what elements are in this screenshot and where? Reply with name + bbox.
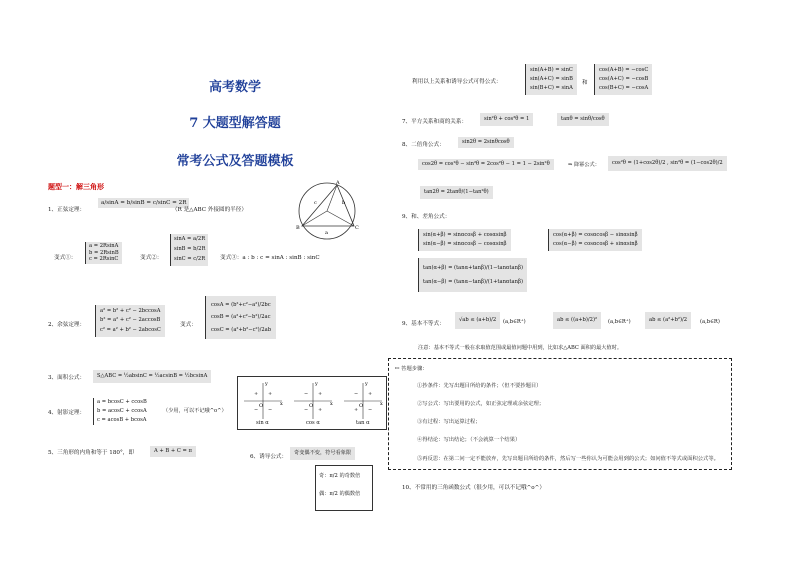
svg-text:+: + xyxy=(318,407,323,413)
svg-text:+: + xyxy=(354,407,359,413)
intro-text: 利用以上关系和诱导公式可得公式： xyxy=(412,79,502,85)
svg-text:+: + xyxy=(368,391,373,397)
diff-sin-line: sin(α−β) = sinαcosβ − cosαsinβ xyxy=(423,240,507,247)
projection-system xyxy=(93,398,147,425)
variant1-line: c = 2RsinC xyxy=(89,256,119,262)
svg-text:−: − xyxy=(304,407,309,413)
area-formula: S△ABC = ½absinC = ½acsinB = ½bcsinA xyxy=(93,370,211,383)
svg-text:−: − xyxy=(254,407,259,413)
cosine-line: a² = b² + c² − 2bccosA xyxy=(100,308,161,314)
svg-text:−: − xyxy=(268,407,273,413)
sign-label-tan: tan α xyxy=(356,420,370,426)
item3-label: 3、面积公式： xyxy=(48,375,86,381)
steps-title xyxy=(395,364,428,372)
steps-icon: ✏ xyxy=(395,366,400,372)
inequality-label: 9、基本不等式： xyxy=(402,321,445,327)
svg-text:y: y xyxy=(265,381,268,387)
diff-cos-line: cos(α−β) = cosαcosβ + sinαsinβ xyxy=(553,240,638,247)
cosine-line: b² = a² + c² − 2accosB xyxy=(100,317,161,324)
svg-text:x: x xyxy=(330,401,333,407)
triangle-in-circle-figure xyxy=(292,180,368,242)
steps-title-text: 答题步骤： xyxy=(401,366,428,372)
step-4: ④得结论：写出结论；（不会就算一个结果） xyxy=(417,437,521,443)
step-1: ①抄条件：先写出题目所给的条件；（但不要抄题目） xyxy=(417,383,542,389)
double-tan: tan2θ = 2tanθ/(1−tan²θ) xyxy=(420,186,493,199)
answer-steps-box xyxy=(388,358,732,470)
step-3: ③有过程：写出运算过程； xyxy=(417,419,481,425)
variant2-line: sinB = b/2R xyxy=(174,245,206,252)
title-2: 7 大题型解答题 xyxy=(189,116,281,131)
odd-even-box xyxy=(315,465,373,511)
item5-text: 5、三角形的内角和等于 180°，即 xyxy=(48,450,134,456)
variant2-line: sinA = a/2R xyxy=(174,236,206,242)
sign-chart-box xyxy=(237,376,387,430)
variant1-label: 变式①： xyxy=(54,255,77,261)
intro-right-line: cos(B+C) = −cosA xyxy=(599,85,649,92)
svg-text:−: − xyxy=(354,391,359,397)
intro-left-line: sin(A+C) = sinB xyxy=(530,76,573,83)
cosine-law-system xyxy=(95,305,165,337)
intro-and: 和 xyxy=(582,80,588,86)
svg-text:+: + xyxy=(268,391,273,397)
svg-text:x: x xyxy=(280,401,283,407)
intro-right-line: cos(A+C) = −cosB xyxy=(599,76,649,83)
intro-left-system xyxy=(525,64,577,95)
power-reduction-label: ⇒ 降幂公式： xyxy=(568,162,600,168)
svg-text:a: a xyxy=(325,230,328,236)
inequality-b-cond: (a,b∈R⁺) xyxy=(608,319,631,325)
projection-note: （少用，可以不记哦^o^） xyxy=(163,408,227,414)
sum-diff-tan xyxy=(418,258,527,292)
sine-law-note: （R 是△ABC 外接圆的半径） xyxy=(172,207,247,213)
variant3: 变式③：a : b : c = sinA : sinB : sinC xyxy=(220,255,320,261)
svg-text:O: O xyxy=(259,403,264,409)
variant2-label: 变式②： xyxy=(140,255,163,261)
title-3: 常考公式及答题模板 xyxy=(176,154,294,169)
step-2: ②写公式：写出要用的公式，如正弦定理或余弦定理； xyxy=(417,401,545,407)
square-relation: sin²θ + cos²θ = 1 xyxy=(480,113,533,126)
item6-label: 6、诱导公式： xyxy=(250,454,288,460)
sum-diff-cos xyxy=(548,229,642,251)
odd-definition: 奇：π/2 的奇数倍 xyxy=(319,473,361,479)
cosine-variant-label: 变式： xyxy=(180,322,197,328)
svg-text:+: + xyxy=(318,391,323,397)
sign-label-sin: sin α xyxy=(256,420,269,426)
cosine-variant-system xyxy=(205,296,276,339)
item1-label: 1、正弦定理： xyxy=(48,207,86,213)
svg-text:B: B xyxy=(296,225,300,231)
item2-label: 2、余弦定理： xyxy=(48,322,86,328)
variant2-line: sinC = c/2R xyxy=(174,255,206,262)
svg-text:y: y xyxy=(315,381,318,387)
variant1-system xyxy=(85,242,122,264)
svg-text:−: − xyxy=(304,391,309,397)
variant2-system xyxy=(170,234,208,266)
double-cos: cos2θ = cos²θ − sin²θ = 2cos²θ − 1 = 1 − 2sin²θ xyxy=(418,159,554,170)
intro-right-system xyxy=(594,64,652,95)
intro-right-line: cos(A+B) = −cosC xyxy=(599,67,649,73)
cosine-variant-line: cosA = (b²+c²−a²)/2bc xyxy=(211,302,271,308)
even-definition: 偶：π/2 的偶数倍 xyxy=(319,490,361,497)
svg-text:y: y xyxy=(365,381,368,387)
double-sin: sin2θ = 2sinθcosθ xyxy=(458,137,514,148)
step-5: ⑤再反思：在第二问一定不能放弃，先写出题目所给的条件，然后写一些你认为可能会用到的公式；如问值不等式或面积公式等。 xyxy=(417,456,719,462)
cosine-variant-line: cosB = (a²+c²−b²)/2ac xyxy=(211,314,271,321)
topic-heading: 题型一：解三角形 xyxy=(48,182,104,191)
projection-line: b = acosC + ccosA xyxy=(97,407,147,414)
sign-label-cos: cos α xyxy=(306,420,320,426)
sum-tan-line: tan(α+β) = (tanα+tanβ)/(1−tanαtanβ) xyxy=(423,265,523,271)
sum-cos-line: cos(α+β) = cosαcosβ − sinαsinβ xyxy=(553,232,638,238)
inequality-c: ab ≤ (a²+b²)/2 xyxy=(645,312,691,329)
variant1-line: a = 2RsinA xyxy=(89,243,119,249)
item4-label: 4、射影定理： xyxy=(48,410,86,416)
svg-text:C: C xyxy=(355,225,359,231)
quotient-relation: tanθ = sinθ/cosθ xyxy=(557,113,609,126)
inequality-b: ab ≤ ((a+b)/2)² xyxy=(553,312,601,329)
induction-rule: 奇变偶不变，符号看象限 xyxy=(290,447,355,460)
projection-line: a = bcosC + ccosB xyxy=(97,399,147,405)
intro-left-line: sin(B+C) = sinA xyxy=(530,85,573,92)
cosine-line: c² = a² + b² − 2abcosC xyxy=(100,326,161,333)
item9-label: 9、和、差角公式： xyxy=(402,214,451,220)
inequality-a-cond: (a,b∈R⁺) xyxy=(503,319,526,325)
svg-text:b: b xyxy=(342,200,346,206)
variant1-line: b = 2RsinB xyxy=(89,249,119,256)
svg-text:x: x xyxy=(380,401,383,407)
svg-text:O: O xyxy=(359,403,364,409)
power-reduction-formula: cos²θ = (1+cos2θ)/2 , sin²θ = (1−cos2θ)/2 xyxy=(608,156,727,171)
cosine-variant-line: cosC = (a²+b²−c²)/2ab xyxy=(211,326,272,333)
item7-label: 7、平方关系和商的关系： xyxy=(402,119,468,125)
inequality-c-cond: (a,b∈R) xyxy=(700,319,720,325)
svg-text:+: + xyxy=(254,391,259,397)
item8-label: 8、二倍角公式： xyxy=(402,142,445,148)
angle-sum-formula: A + B + C = π xyxy=(150,446,196,457)
sine-law-formula: a/sinA = b/sinB = c/sinC = 2R xyxy=(98,198,189,208)
inequality-note: 注意：基本不等式一般在求取值范围或最值问题中用到，比如求△ABC 面积的最大值时。 xyxy=(418,345,623,351)
svg-text:O: O xyxy=(309,403,314,409)
title-1: 高考数学 xyxy=(208,80,261,95)
inequality-a: √ab ≤ (a+b)/2 xyxy=(455,312,500,329)
sum-diff-sin xyxy=(418,229,511,251)
sum-sin-line: sin(α+β) = sinαcosβ + cosαsinβ xyxy=(423,232,507,238)
item11: 10、不常用的三角函数公式（很少用，可以不记哦^o^） xyxy=(402,485,545,491)
projection-line: c = acosB + bcosA xyxy=(97,416,147,423)
diff-tan-line: tan(α−β) = (tanα−tanβ)/(1+tanαtanβ) xyxy=(423,279,523,286)
intro-left-line: sin(A+B) = sinC xyxy=(530,67,573,73)
svg-text:−: − xyxy=(368,407,373,413)
svg-text:c: c xyxy=(314,200,317,206)
svg-text:A: A xyxy=(336,180,340,186)
